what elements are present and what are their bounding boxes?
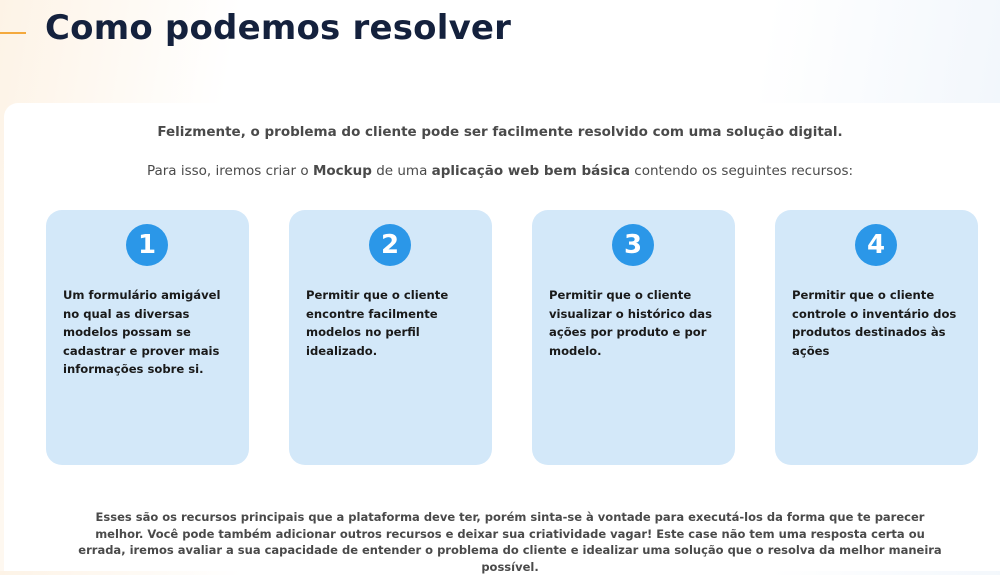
feature-card-1 — [46, 210, 249, 465]
intro-line-2 — [0, 163, 1000, 179]
accent-line — [0, 32, 26, 34]
feature-description: Permitir que o cliente visualizar o histórico das ações por produto e por modelo. — [549, 288, 713, 358]
intro-text: de uma — [371, 163, 432, 179]
feature-card-4 — [775, 210, 978, 465]
intro-highlight-mockup: Mockup — [312, 163, 372, 179]
intro-line-1: Felizmente, o problema do cliente pode ser facilmente resolvido com uma solução digital. — [157, 124, 843, 140]
feature-description: Permitir que o cliente controle o inventário dos produtos destinados às ações — [792, 288, 957, 358]
number-badge: 3 — [612, 224, 654, 266]
feature-card-3 — [532, 210, 735, 465]
feature-card-2 — [289, 210, 492, 465]
number-badge: 2 — [369, 224, 411, 266]
feature-description: Um formulário amigável no qual as diversas modelos possam se cadastrar e prover mais informações sobre si. — [63, 288, 221, 376]
intro-text: Para isso, iremos criar o — [146, 163, 313, 179]
page-title: Como podemos resolver — [45, 8, 512, 48]
number-badge: 4 — [855, 224, 897, 266]
number-badge: 1 — [126, 224, 168, 266]
footer-note: Esses são os recursos principais que a plataforma deve ter, porém sinta-se à vontade para executá-los da forma que te parecer melhor. Você pode também adicionar outros recursos e deixar sua criatividade vagar! Este case não tem uma resposta certa ou errada, iremos avaliar a sua capacidade de entender o problema do cliente e idealizar uma solução que o resolva da melhor maneira possível. — [78, 510, 942, 574]
feature-description: Permitir que o cliente encontre facilmente modelos no perfil idealizado. — [306, 288, 449, 358]
intro-highlight-app: aplicação web bem básica — [431, 163, 631, 179]
intro-text: contendo os seguintes recursos: — [630, 163, 854, 179]
